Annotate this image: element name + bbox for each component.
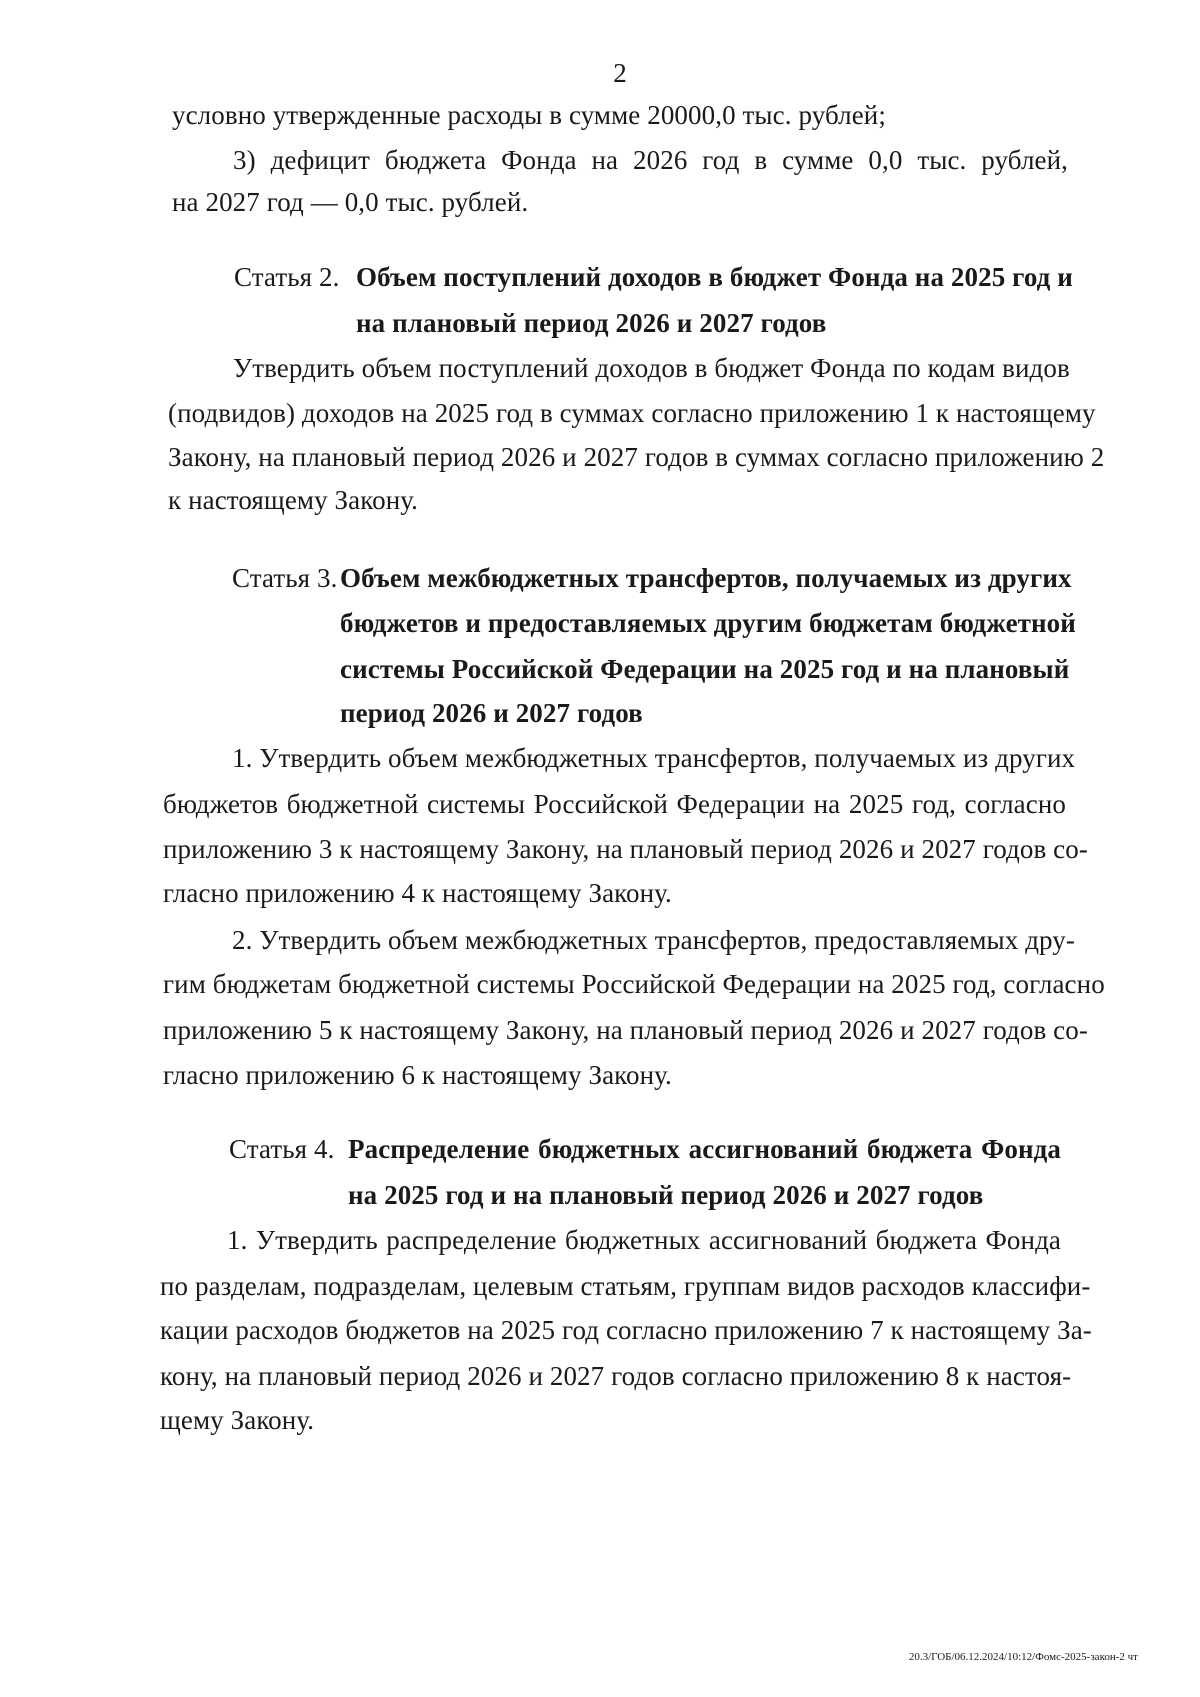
article-title: период 2026 и 2027 годов [340,698,643,728]
paragraph-line: (подвидов) доходов на 2025 год в суммах согласно приложению 1 к настоящему [168,398,1096,428]
paragraph-line: гласно приложению 4 к настоящему Закону. [163,878,672,908]
article-title: на 2025 год и на плановый период 2026 и 2027 годов [348,1180,984,1210]
article-title: бюджетов и предоставляемых другим бюджетам бюджетной [340,608,1076,638]
paragraph-line: по разделам, подразделам, целевым статьям, группам видов расходов классифи- [160,1271,1091,1301]
paragraph-line: приложению 3 к настоящему Закону, на плановый период 2026 и 2027 годов со- [163,834,1088,864]
text-line: 3) дефицит бюджета Фонда на 2026 год в сумме 0,0 тыс. рублей, [233,145,1068,175]
article-title: Распределение бюджетных ассигнований бюджета Фонда [348,1134,1061,1164]
article-label: Статья 2. [234,262,340,292]
paragraph-line: к настоящему Закону. [168,485,418,515]
article-title: на плановый период 2026 и 2027 годов [356,308,827,338]
paragraph-line: приложению 5 к настоящему Закону, на плановый период 2026 и 2027 годов со- [163,1015,1088,1045]
paragraph-line: щему Закону. [160,1405,315,1435]
article-title: Объем межбюджетных трансфертов, получаемых из других [340,563,1072,593]
article-label: Статья 4. [229,1134,335,1164]
paragraph-line: гласно приложению 6 к настоящему Закону. [163,1060,672,1090]
paragraph-line: кону, на плановый период 2026 и 2027 годов согласно приложению 8 к настоя- [160,1361,1072,1391]
text-line: условно утвержденные расходы в сумме 20000,0 тыс. рублей; [172,100,886,130]
paragraph-line: 1. Утвердить объем межбюджетных трансфертов, получаемых из других [232,743,1076,773]
text-line: на 2027 год — 0,0 тыс. рублей. [172,187,529,217]
article-label: Статья 3. [232,563,338,593]
paragraph-line: Утвердить объем поступлений доходов в бюджет Фонда по кодам видов [233,353,1070,383]
paragraph-line: гим бюджетам бюджетной системы Российской Федерации на 2025 год, согласно [163,969,1105,999]
page-number: 2 [613,58,627,88]
article-title: Объем поступлений доходов в бюджет Фонда на 2025 год и [356,262,1073,292]
footer-code: 20.3/ГОБ/06.12.2024/10:12/Фомс-2025-закон-2 чт [908,1651,1138,1663]
paragraph-line: кации расходов бюджетов на 2025 год согласно приложению 7 к настоящему За- [160,1315,1092,1345]
paragraph-line: бюджетов бюджетной системы Российской Федерации на 2025 год, согласно [163,789,1066,819]
paragraph-line: 2. Утвердить объем межбюджетных трансфертов, предоставляемых дру- [232,925,1075,955]
article-title: системы Российской Федерации на 2025 год и на плановый [340,654,1070,684]
paragraph-line: Закону, на плановый период 2026 и 2027 годов в суммах согласно приложению 2 [168,442,1105,472]
paragraph-line: 1. Утвердить распределение бюджетных ассигнований бюджета Фонда [227,1225,1061,1255]
